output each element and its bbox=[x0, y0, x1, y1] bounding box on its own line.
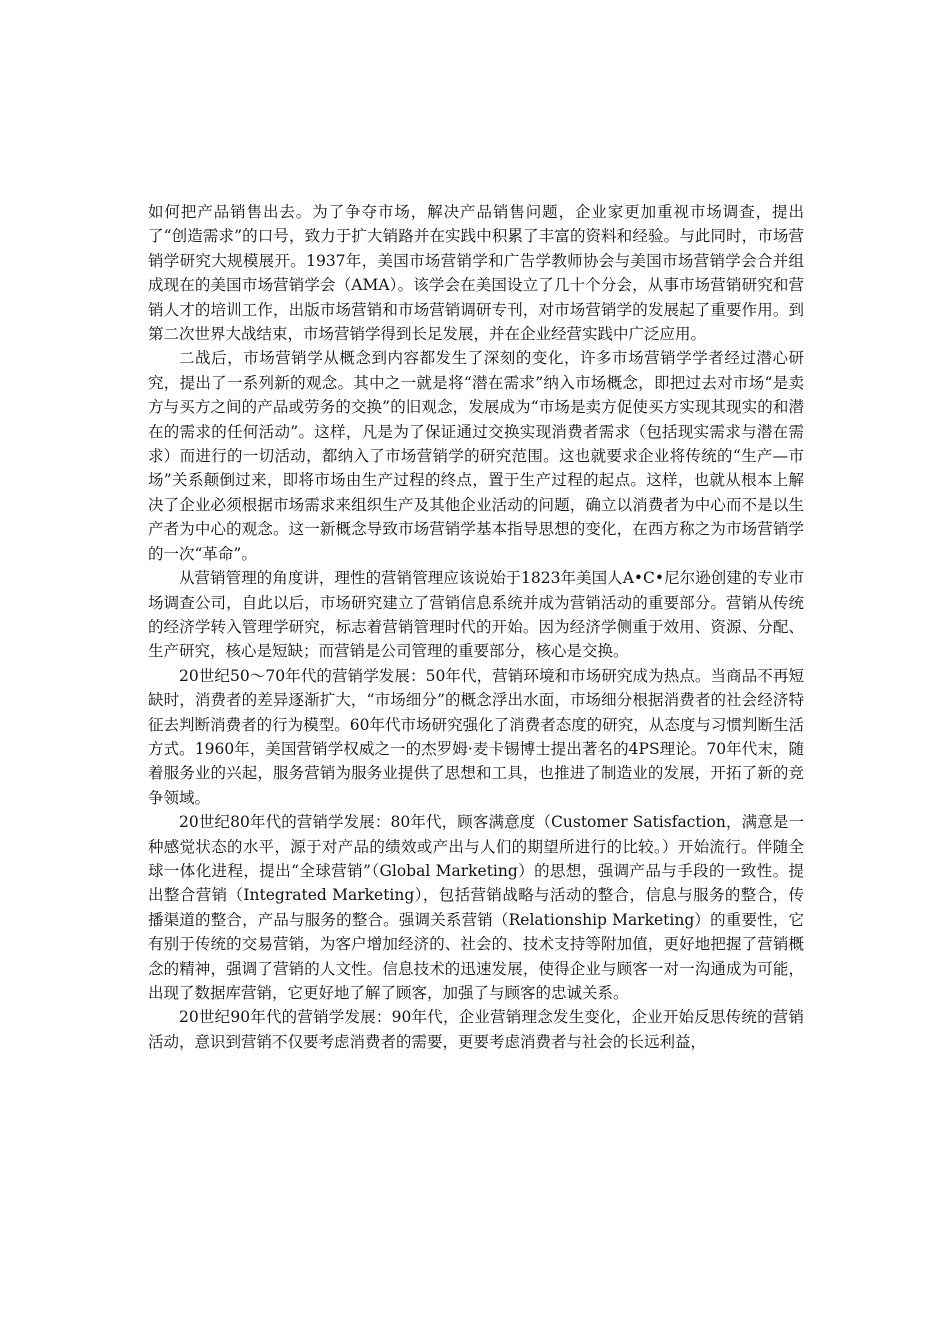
paragraph-continuation: 如何把产品销售出去。为了争夺市场，解决产品销售问题，企业家更加重视市场调查，提出了“创造需求”的口号，致力于扩大销路并在实践中积累了丰富的资料和经验。与此同时，市场营销学研究大规模展开。1937年，美国市场营销学和广告学教师协会与美国市场营销学会合并组成现在的美国市场营销学会（AMA）。该学会在美国设立了几十个分会，从事市场营销研究和营销人才的培训工作，出版市场营销和市场营销调研专刊，对市场营销学的发展起了重要作用。到第二次世界大战结束，市场营销学得到长足发展，并在企业经营实践中广泛应用。 bbox=[148, 203, 804, 344]
paragraph-fifties-seventies: 20世纪50～70年代的营销学发展：50年代，营销环境和市场研究成为热点。当商品不再短缺时，消费者的差异逐渐扩大，“市场细分”的概念浮出水面，市场细分根据消费者的社会经济特征去判断消费者的行为模型。60年代市场研究强化了消费者态度的研究，从态度与习惯判断生活方式。1960年，美国营销学权威之一的杰罗姆·麦卡锡博士提出著名的4PS理论。70年代末，随着服务业的兴起，服务营销为服务业提供了思想和工具，也推进了制造业的发展，开拓了新的竞争领域。 bbox=[148, 666, 804, 807]
paragraph-management: 从营销管理的角度讲，理性的营销管理应该说始于1823年美国人A•C•尼尔逊创建的专业市场调查公司，自此以后，市场研究建立了营销信息系统并成为营销活动的重要部分。营销从传统的经济学转入管理学研究，标志着营销管理时代的开始。因为经济学侧重于效用、资源、分配、生产研究，核心是短缺；而营销是公司管理的重要部分，核心是交换。 bbox=[148, 569, 804, 661]
body-text bbox=[148, 200, 804, 1054]
paragraph-eighties: 20世纪80年代的营销学发展：80年代，顾客满意度（Customer Satisfaction，满意是一种感觉状态的水平，源于对产品的绩效或产出与人们的期望所进行的比较。）开始流行。伴随全球一体化进程，提出“全球营销”（Global Marketing）的思想，强调产品与手段的一致性。提出整合营销（Integrated Marketing），包括营销战略与活动的整合，信息与服务的整合，传播渠道的整合，产品与服务的整合。强调关系营销（Relationship Marketing）的重要性，它有别于传统的交易营销，为客户增加经济的、社会的、技术支持等附加值，更好地把握了营销概念的精神，强调了营销的人文性。信息技术的迅速发展，使得企业与顾客一对一沟通成为可能，出现了数据库营销，它更好地了解了顾客，加强了与顾客的忠诚关系。 bbox=[148, 813, 804, 1002]
paragraph-postwar: 二战后，市场营销学从概念到内容都发生了深刻的变化，许多市场营销学学者经过潜心研究，提出了一系列新的观念。其中之一就是将“潜在需求”纳入市场概念，即把过去对市场“是卖方与买方之间的产品或劳务的交换”的旧观念，发展成为“市场是卖方促使买方实现其现实的和潜在的需求的任何活动”。这样，凡是为了保证通过交换实现消费者需求（包括现实需求与潜在需求）而进行的一切活动，都纳入了市场营销学的研究范围。这也就要求企业将传统的“生产—市场”关系颠倒过来，即将市场由生产过程的终点，置于生产过程的起点。这样，也就从根本上解决了企业必须根据市场需求来组织生产及其他企业活动的问题，确立以消费者为中心而不是以生产者为中心的观念。这一新概念导致市场营销学基本指导思想的变化，在西方称之为市场营销学的一次“革命”。 bbox=[148, 349, 804, 563]
paragraph-nineties: 20世纪90年代的营销学发展：90年代，企业营销理念发生变化，企业开始反思传统的营销活动，意识到营销不仅要考虑消费者的需要，更要考虑消费者与社会的长远利益， bbox=[148, 1008, 804, 1051]
